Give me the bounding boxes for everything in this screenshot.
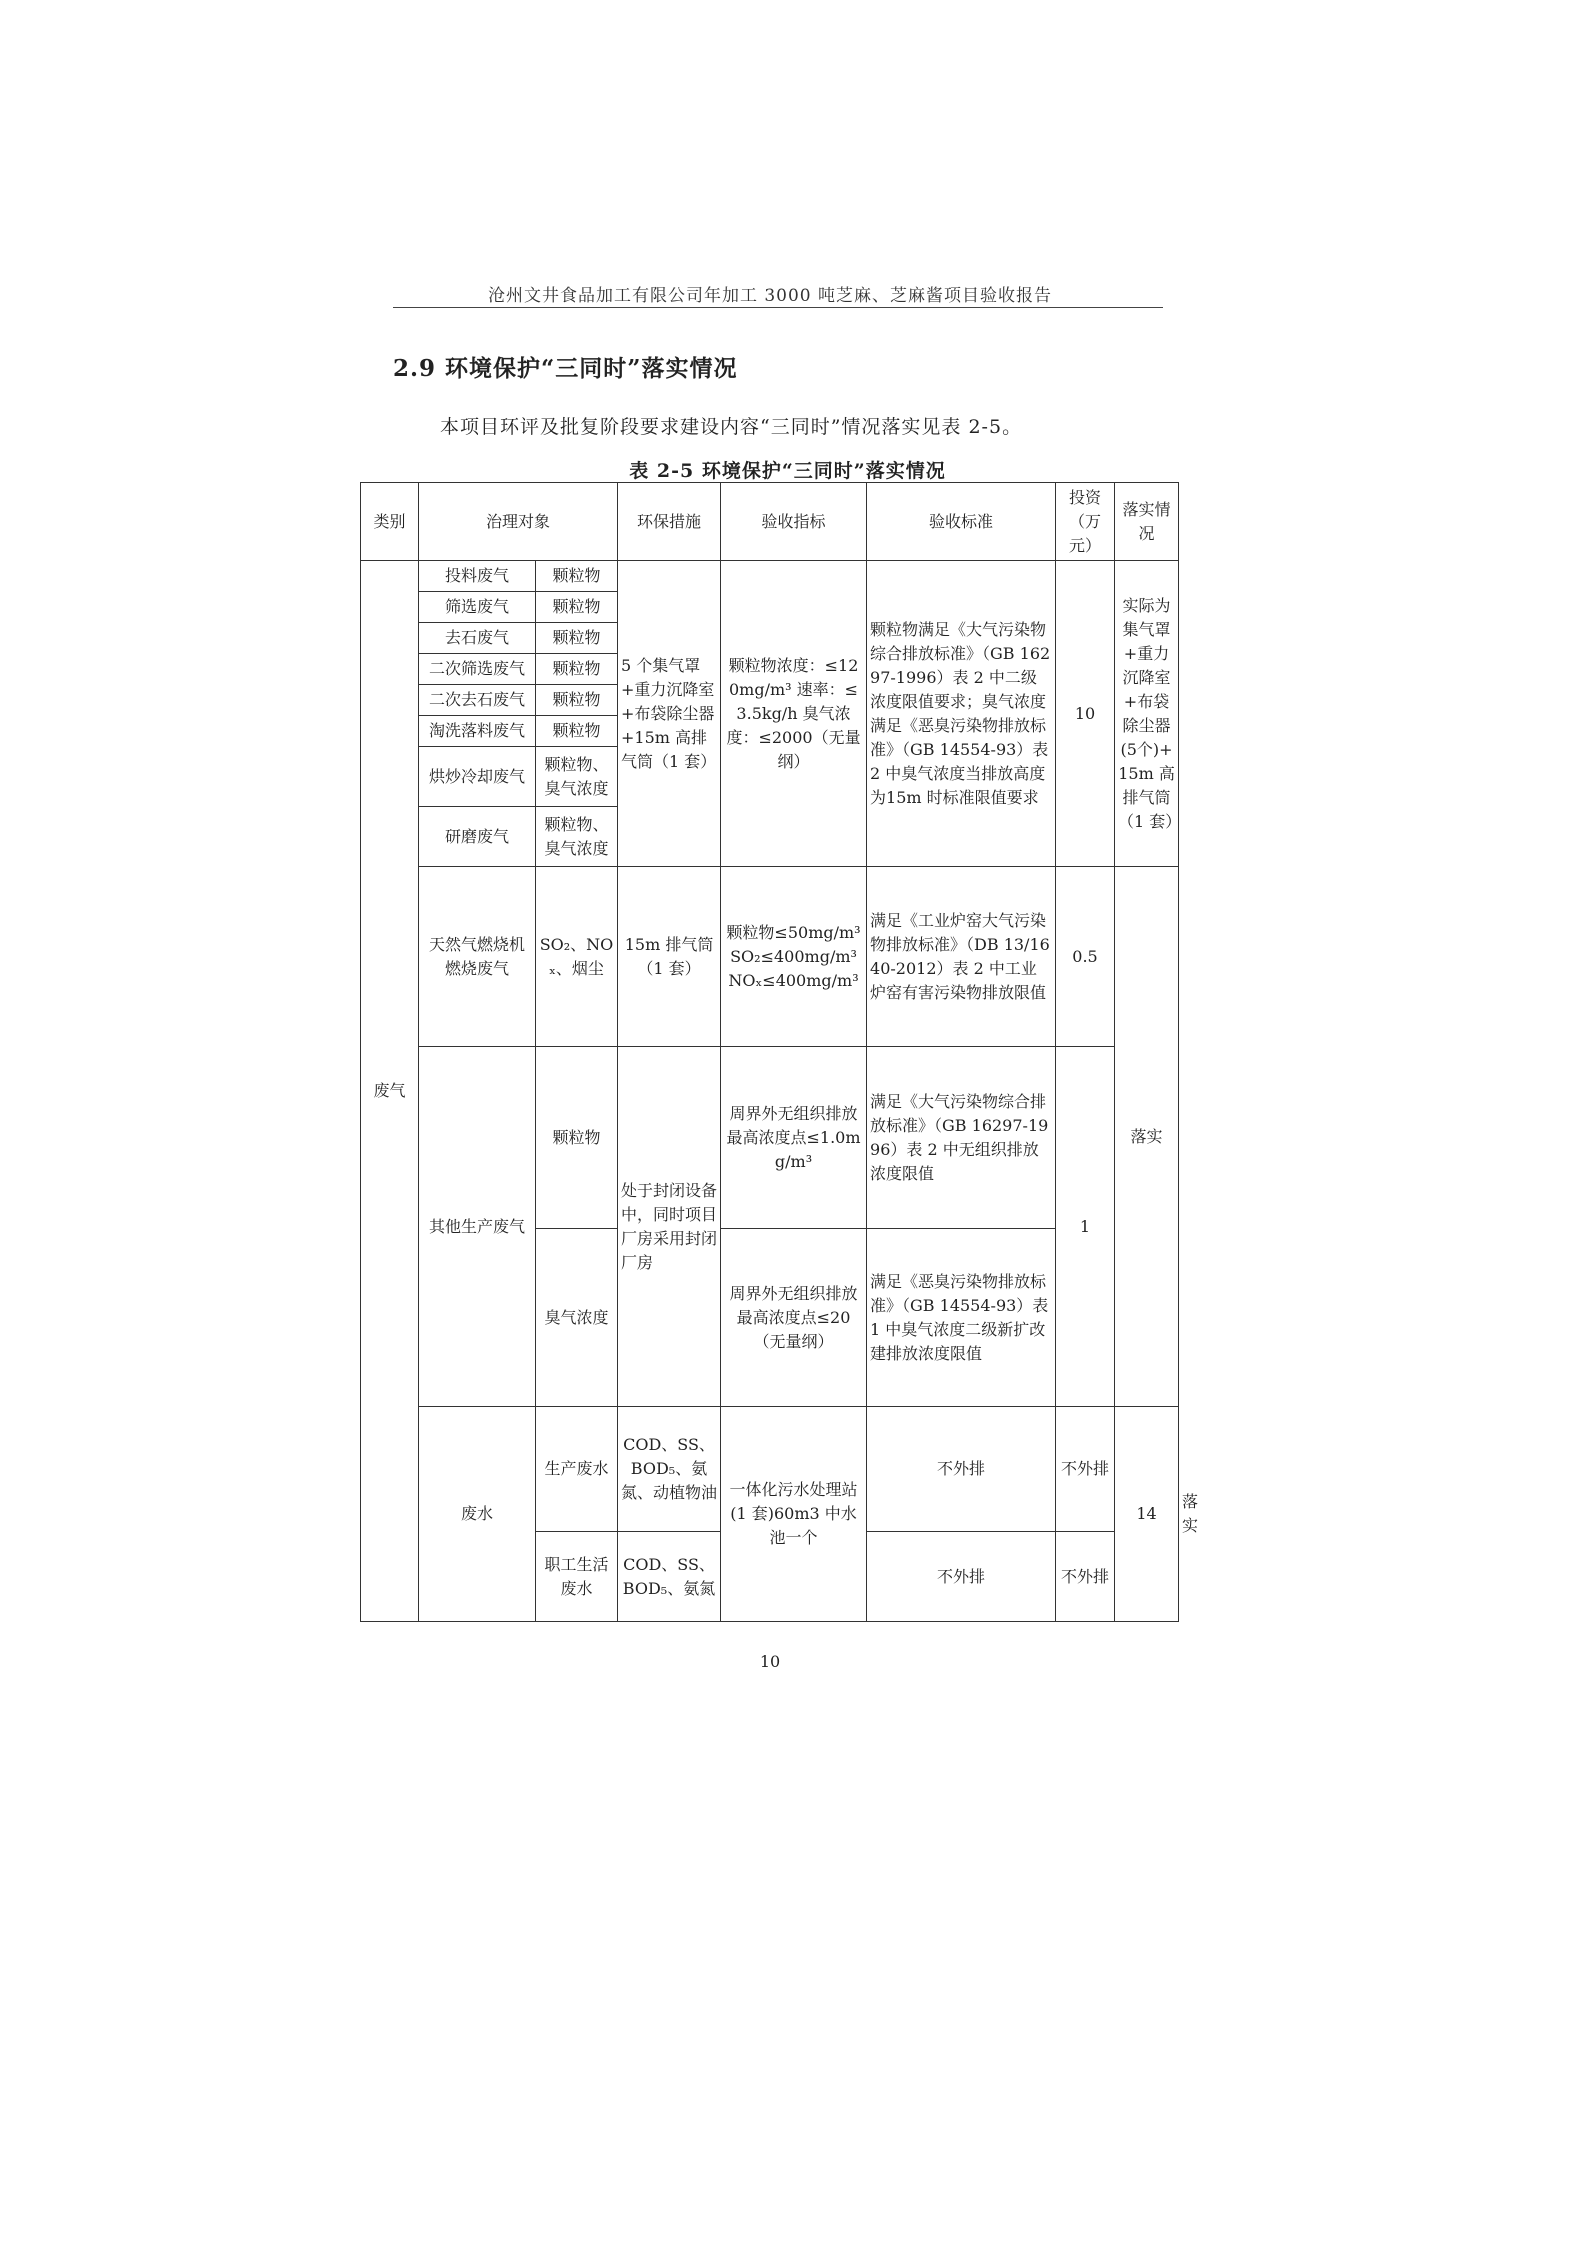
page-number: 10 [759, 1652, 781, 1671]
pollutant-cell: SO₂、NOₓ、烟尘 [536, 867, 618, 1047]
measures-cell: 15m 排气筒（1 套） [618, 867, 721, 1047]
pollutant-cell: 颗粒物、臭气浓度 [536, 807, 618, 867]
category-waste-gas: 废气 [361, 561, 419, 1622]
source-cell: 二次筛选废气 [419, 654, 536, 685]
header-status: 落实情况 [1115, 483, 1179, 561]
category-waste-water: 废水 [419, 1407, 536, 1622]
header-indicator: 验收指标 [721, 483, 867, 561]
pollutant-cell: 颗粒物 [536, 685, 618, 716]
indicator-cell: 不外排 [867, 1407, 1056, 1532]
measures-cell: 处于封闭设备中，同时项目厂房采用封闭厂房 [618, 1047, 721, 1407]
indicator-cell: 颗粒物≤50mg/m³ SO₂≤400mg/m³ NOₓ≤400mg/m³ [721, 867, 867, 1047]
pollutant-cell: 颗粒物 [536, 716, 618, 747]
header-standard: 验收标准 [867, 483, 1056, 561]
header-rule [393, 307, 1163, 308]
standard-cell: 不外排 [1056, 1407, 1115, 1532]
indicator-cell: 颗粒物浓度：≤120mg/m³ 速率：≤3.5kg/h 臭气浓度：≤2000（无量纲） [721, 561, 867, 867]
source-cell: 烘炒冷却废气 [419, 747, 536, 807]
pollutant-cell: COD、SS、BOD₅、氨氮、动植物油 [618, 1407, 721, 1532]
indicator-cell: 周界外无组织排放最高浓度点≤1.0mg/m³ [721, 1047, 867, 1229]
standard-cell: 满足《大气污染物综合排放标准》（GB 16297-1996）表 2 中无组织排放浓度限值 [867, 1047, 1056, 1229]
indicator-cell: 不外排 [867, 1532, 1056, 1622]
table-row: 废水 生产废水 COD、SS、BOD₅、氨氮、动植物油 一体化污水处理站(1 套)60m3 中水池一个 不外排 不外排 14 落实 [361, 1407, 1179, 1532]
standard-cell: 颗粒物满足《大气污染物综合排放标准》（GB 16297-1996）表 2 中二级浓度限值要求；臭气浓度满足《恶臭污染物排放标准》（GB 14554-93）表 2 中臭气浓度当排放高度为15m 时标准限值要求 [867, 561, 1056, 867]
investment-cell: 1 [1056, 1047, 1115, 1407]
header-investment: 投资（万元） [1056, 483, 1115, 561]
table-header-row [361, 483, 1179, 561]
measures-cell: 5 个集气罩+重力沉降室+布袋除尘器+15m 高排气筒（1 套） [618, 561, 721, 867]
pollutant-cell: 颗粒物 [536, 623, 618, 654]
three-simultaneous-table [360, 482, 1199, 1622]
pollutant-cell: COD、SS、BOD₅、氨氮 [618, 1532, 721, 1622]
source-cell: 天然气燃烧机燃烧废气 [419, 867, 536, 1047]
source-cell: 二次去石废气 [419, 685, 536, 716]
pollutant-cell: 颗粒物 [536, 592, 618, 623]
header-category: 类别 [361, 483, 419, 561]
standard-cell: 不外排 [1056, 1532, 1115, 1622]
source-cell: 研磨废气 [419, 807, 536, 867]
pollutant-cell: 颗粒物 [536, 1047, 618, 1229]
header-target: 治理对象 [419, 483, 618, 561]
table-row [361, 561, 1179, 592]
table-row [361, 1047, 1179, 1229]
investment-cell: 10 [1056, 561, 1115, 867]
pollutant-cell: 颗粒物 [536, 654, 618, 685]
source-cell: 其他生产废气 [419, 1047, 536, 1407]
source-cell: 职工生活废水 [536, 1532, 618, 1622]
source-cell: 投料废气 [419, 561, 536, 592]
source-cell: 筛选废气 [419, 592, 536, 623]
investment-cell: 14 [1115, 1407, 1179, 1622]
standard-cell: 满足《恶臭污染物排放标准》（GB 14554-93）表 1 中臭气浓度二级新扩改建排放浓度限值 [867, 1229, 1056, 1407]
table-caption: 表 2-5 环境保护“三同时”落实情况 [629, 460, 946, 482]
status-cell: 实际为集气罩+重力沉降室+布袋除尘器(5个)+15m 高排气筒（1 套） [1115, 561, 1179, 867]
source-cell: 淘洗落料废气 [419, 716, 536, 747]
indicator-cell: 周界外无组织排放最高浓度点≤20（无量纲） [721, 1229, 867, 1407]
source-cell: 生产废水 [536, 1407, 618, 1532]
table-row [361, 867, 1179, 1047]
status-cell: 落实 [1115, 867, 1179, 1407]
pollutant-cell: 颗粒物、臭气浓度 [536, 747, 618, 807]
header-measures: 环保措施 [618, 483, 721, 561]
measures-cell: 一体化污水处理站(1 套)60m3 中水池一个 [721, 1407, 867, 1622]
intro-paragraph: 本项目环评及批复阶段要求建设内容“三同时”情况落实见表 2-5。 [440, 416, 1023, 438]
pollutant-cell: 颗粒物 [536, 561, 618, 592]
pollutant-cell: 臭气浓度 [536, 1229, 618, 1407]
section-title: 2.9 环境保护“三同时”落实情况 [393, 355, 738, 382]
report-header: 沧州文井食品加工有限公司年加工 3000 吨芝麻、芝麻酱项目验收报告 [487, 286, 1053, 306]
investment-cell: 0.5 [1056, 867, 1115, 1047]
source-cell: 去石废气 [419, 623, 536, 654]
standard-cell: 满足《工业炉窑大气污染物排放标准》（DB 13/1640-2012）表 2 中工业炉窑有害污染物排放限值 [867, 867, 1056, 1047]
